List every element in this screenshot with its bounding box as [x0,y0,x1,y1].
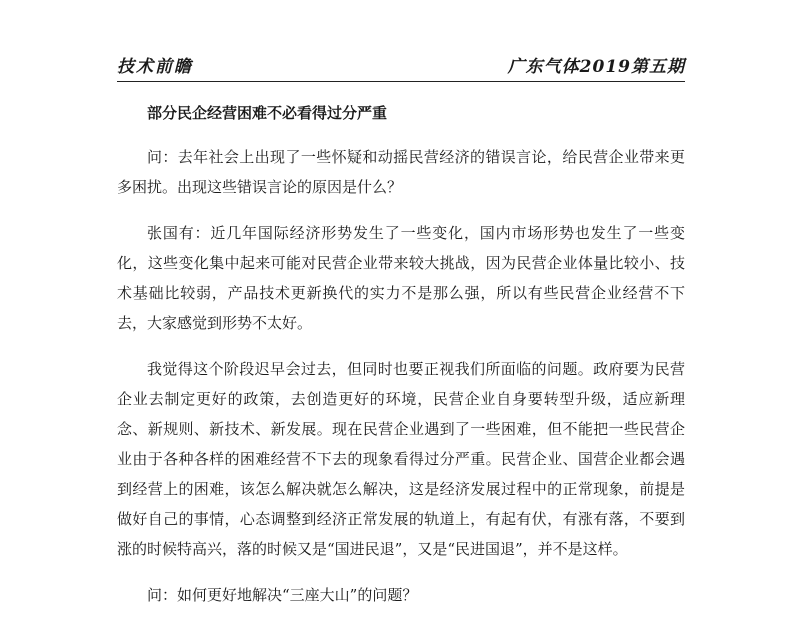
paragraph-answer-2: 我觉得这个阶段迟早会过去，但同时也要正视我们所面临的问题。政府要为民营企业去制定更好的政策，去创造更好的环境，民营企业自身要转型升级，适应新理念、新规则、新技术、新发展。现在民营企业遇到了一些困难，但不能把一些民营企业由于各种各样的困难经营不下去的现象看得过分严重。民营企业、国营企业都会遇到经营上的困难，该怎么解决就怎么解决，这是经济发展过程中的正常现象，前提是做好自己的事情，心态调整到经济正常发展的轨道上，有起有伏，有涨有落，不要到涨的时候特高兴，落的时候又是“国进民退”，又是“民进国退”，并不是这样。 [117,360,685,558]
paragraph-question-1: 问：去年社会上出现了一些怀疑和动摇民营经济的错误言论，给民营企业带来更多困扰。出现这些错误言论的原因是什么？ [117,148,685,196]
paragraph-answer-1: 张国有：近几年国际经济形势发生了一些变化，国内市场形势也发生了一些变化，这些变化集中起来可能对民营企业带来较大挑战，因为民营企业体量比较小、技术基础比较弱，产品技术更新换代的实力不是那么强，所以有些民营企业经营不下去，大家感觉到形势不太好。 [117,224,685,332]
article-body [117,98,685,626]
paragraph-question-2: 问：如何更好地解决“三座大山”的问题？ [147,586,418,604]
section-label: 技术前瞻 [117,57,193,77]
article-title: 部分民企经营困难不必看得过分严重 [147,104,388,122]
journal-issue: 广东气体2019第五期 [507,57,685,77]
page-header [117,55,685,82]
